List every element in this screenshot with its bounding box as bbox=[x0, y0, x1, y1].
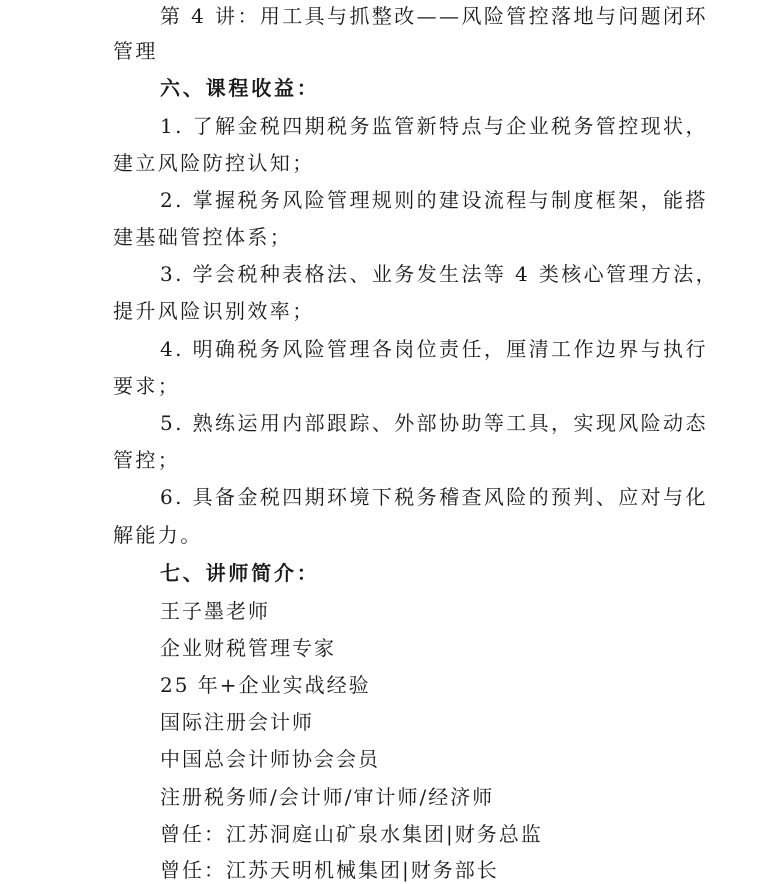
instructor-former-role-1: 曾任：江苏洞庭山矿泉水集团|财务总监 bbox=[160, 822, 543, 846]
benefit-6-line2: 解能力。 bbox=[113, 523, 203, 547]
benefit-6-line1: 6. 具备金税四期环境下税务稽查风险的预判、应对与化 bbox=[160, 485, 708, 509]
instructor-qualifications: 注册税务师/会计师/审计师/经济师 bbox=[160, 785, 495, 809]
instructor-title: 企业财税管理专家 bbox=[160, 636, 336, 660]
lecture-4-title-line2: 管理 bbox=[113, 39, 158, 63]
benefit-1-line2: 建立风险防控认知； bbox=[113, 151, 315, 175]
benefit-2-line2: 建基础管控体系； bbox=[113, 225, 293, 249]
lecture-4-title-line1: 第 4 讲：用工具与抓整改——风险管控落地与问题闭环 bbox=[160, 4, 708, 28]
benefit-3-line2: 提升风险识别效率； bbox=[113, 299, 315, 323]
instructor-experience: 25 年+企业实战经验 bbox=[160, 673, 371, 697]
instructor-name: 王子墨老师 bbox=[160, 599, 270, 623]
benefit-1-line1: 1. 了解金税四期税务监管新特点与企业税务管控现状， bbox=[160, 114, 708, 138]
benefit-4-line1: 4. 明确税务风险管理各岗位责任，厘清工作边界与执行 bbox=[160, 337, 708, 361]
section-7-heading: 七、讲师简介： bbox=[160, 561, 320, 585]
benefit-5-line2: 管控； bbox=[113, 448, 181, 472]
instructor-certification: 国际注册会计师 bbox=[160, 710, 314, 734]
benefit-4-line2: 要求； bbox=[113, 374, 181, 398]
benefit-5-line1: 5. 熟练运用内部跟踪、外部协助等工具，实现风险动态 bbox=[160, 411, 708, 435]
benefit-3-line1: 3. 学会税种表格法、业务发生法等 4 类核心管理方法， bbox=[160, 262, 719, 286]
benefit-2-line1: 2. 掌握税务风险管理规则的建设流程与制度框架，能搭 bbox=[160, 188, 708, 212]
section-6-heading: 六、课程收益： bbox=[160, 76, 320, 100]
instructor-former-role-2: 曾任：江苏天明机械集团|财务部长 bbox=[160, 858, 499, 882]
instructor-membership: 中国总会计师协会会员 bbox=[160, 747, 380, 771]
